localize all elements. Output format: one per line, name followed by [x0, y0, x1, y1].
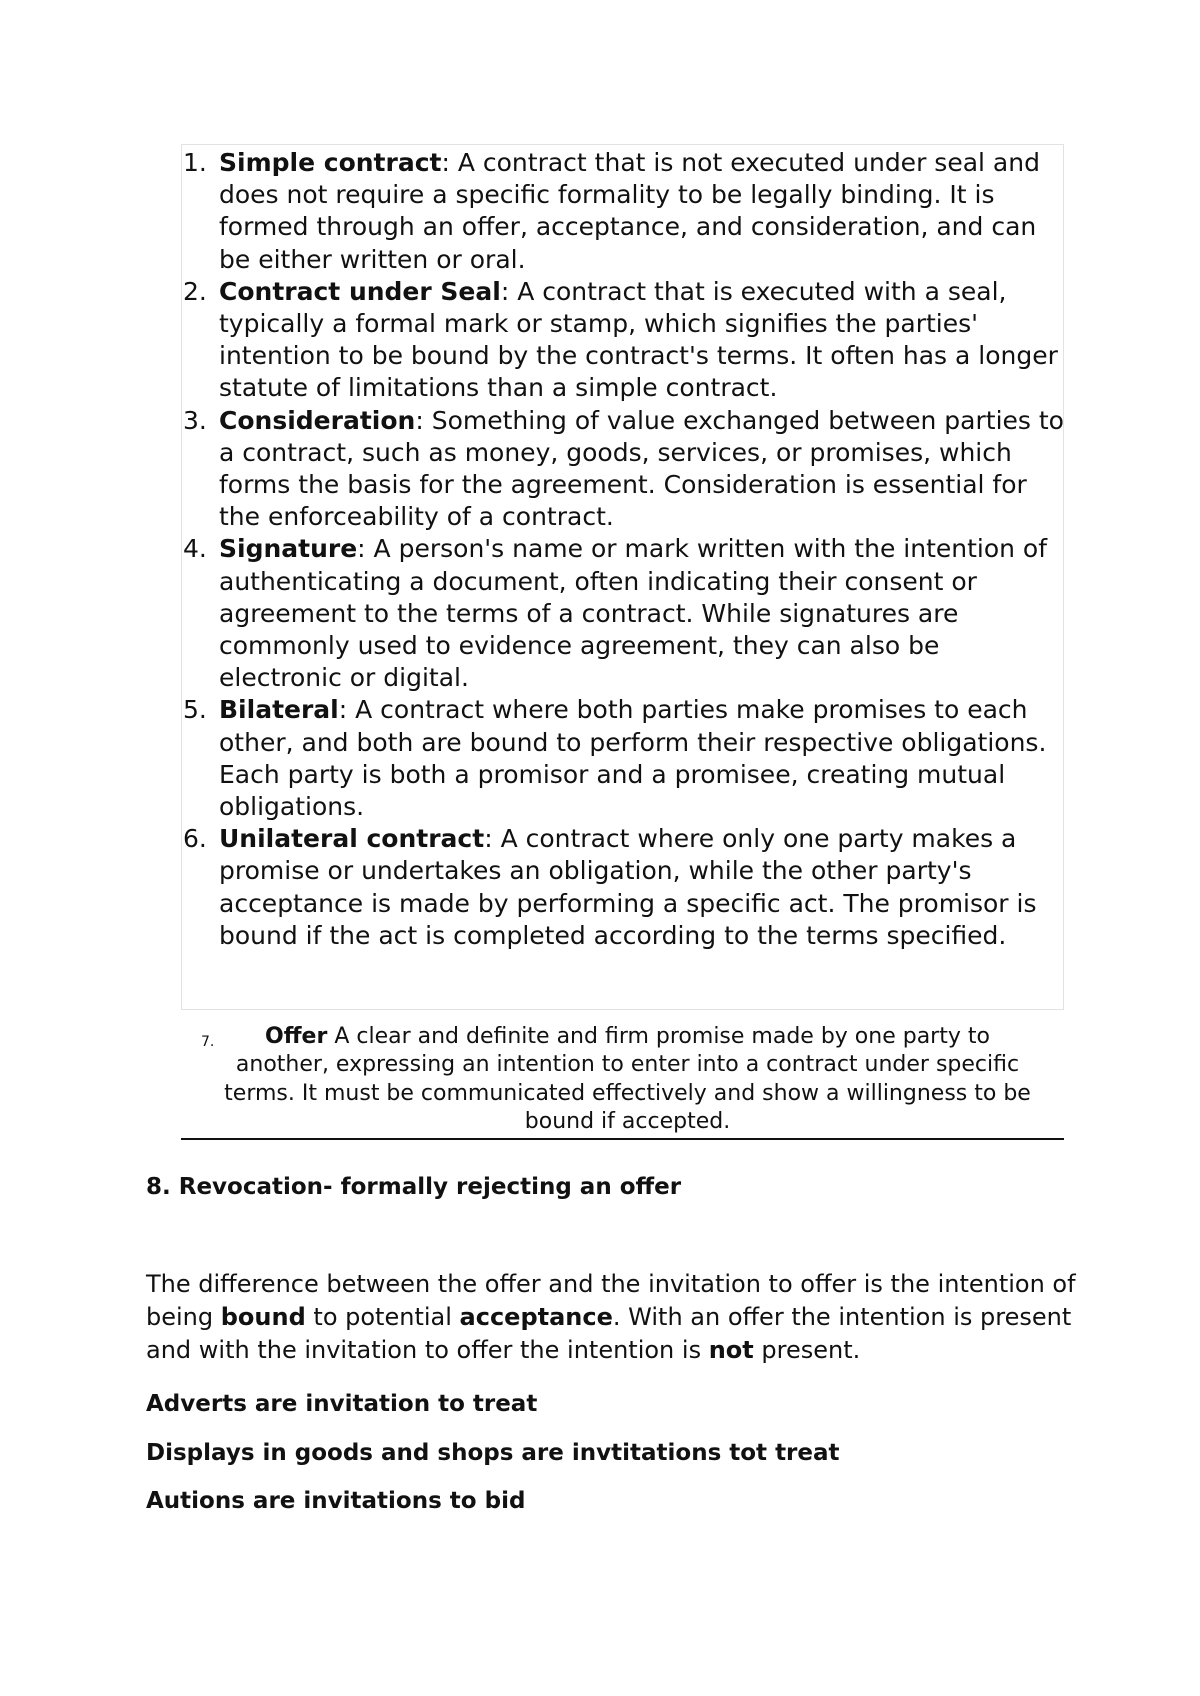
- list-item: [181, 823, 1067, 952]
- statement-displays: Displays in goods and shops are invtitations tot treat: [146, 1440, 840, 1466]
- definition-text: : A person's name or mark written with the intention of authenticating a document, often indicating their consent or agreement to the terms of a contract. While signatures are commonly used to evidence agreement, they can also be electronic or digital.: [219, 534, 1048, 693]
- emphasis-not: not: [708, 1336, 754, 1364]
- difference-paragraph: [146, 1268, 1076, 1367]
- paragraph-text: . With an offer the intention is present and with the invitation to offer the intention is: [146, 1303, 1072, 1364]
- list-item: [181, 533, 1067, 694]
- horizontal-rule: [181, 1138, 1064, 1140]
- list-number: 4.: [183, 534, 207, 564]
- offer-definition: [181, 1023, 1064, 1136]
- list-number: 1.: [183, 148, 207, 177]
- definition-text: : A contract that is not executed under seal and does not require a specific formality to be legally binding. It is formed through an offer, acceptance, and consideration, and can be either written or oral.: [219, 148, 1040, 274]
- revocation-heading: 8. Revocation- formally rejecting an offer: [146, 1174, 682, 1200]
- definitions-list: [181, 147, 1067, 952]
- definition-text: : Something of value exchanged between parties to a contract, such as money, goods, services, or promises, which forms the basis for the agreement. Consideration is essential for the enforceability of a contract.: [219, 405, 1064, 532]
- statement-auctions: Autions are invitations to bid: [146, 1488, 526, 1514]
- offer-text: A clear and definite and firm promise made by one party to another, expressing an intention to enter into a contract under specific terms. It must be communicated effectively and show a willingness to be bound if accepted.: [224, 1024, 1031, 1134]
- definition-text: : A contract where both parties make promises to each other, and both are bound to perform their respective obligations. Each party is both a promisor and a promisee, creating mutual obligations.: [219, 695, 1047, 822]
- term-contract-under-seal: Contract under Seal: [219, 276, 501, 306]
- list-number: 3.: [183, 405, 207, 435]
- list-item: [181, 276, 1067, 405]
- paragraph-text: The difference between the offer and the invitation to offer is the intention of being: [146, 1270, 1076, 1331]
- statement-adverts: Adverts are invitation to treat: [146, 1391, 538, 1417]
- paragraph-text: present.: [753, 1336, 861, 1364]
- list-number: 2.: [183, 276, 207, 306]
- emphasis-acceptance: acceptance: [459, 1303, 613, 1331]
- list-number: 6.: [183, 824, 207, 854]
- list-number: 5.: [183, 695, 207, 725]
- term-bilateral: Bilateral: [219, 695, 339, 725]
- emphasis-bound: bound: [220, 1303, 306, 1331]
- term-offer: Offer: [265, 1024, 328, 1049]
- term-signature: Signature: [219, 534, 358, 564]
- definition-text: : A contract that is executed with a seal, typically a formal mark or stamp, which signifies the parties' intention to be bound by the contract's terms. It often has a longer statute of limitations than a simple contract.: [219, 276, 1058, 403]
- paragraph-text: to potential: [305, 1303, 460, 1331]
- list-item: [181, 147, 1067, 276]
- definition-text: : A contract where only one party makes a promise or undertakes an obligation, while the other party's acceptance is made by performing a specific act. The promisor is bound if the act is completed according to the terms specified.: [219, 824, 1037, 950]
- term-simple-contract: Simple contract: [219, 148, 442, 177]
- offer-item: [181, 1023, 1064, 1136]
- offer-number: 7.: [201, 1034, 215, 1050]
- list-item: [181, 405, 1067, 534]
- term-consideration: Consideration: [219, 405, 416, 435]
- list-item: [181, 694, 1067, 823]
- term-unilateral-contract: Unilateral contract: [219, 824, 485, 854]
